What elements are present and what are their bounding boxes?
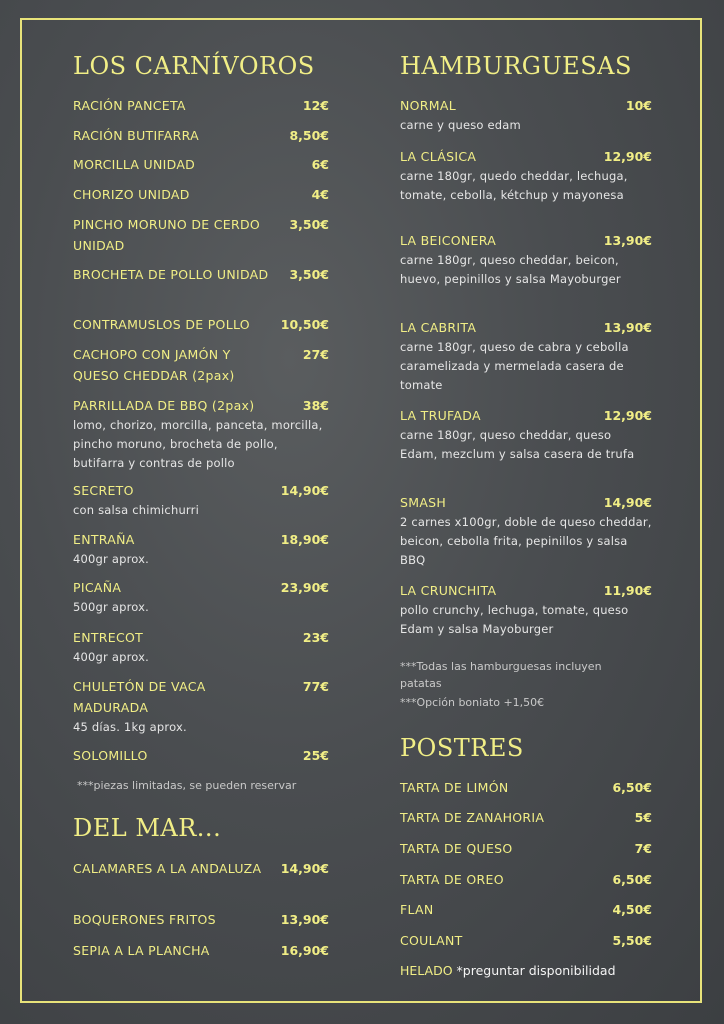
item-price: 38€: [302, 398, 329, 413]
item-description: carne 180gr, quedo cheddar, lechuga, tomate, cebolla, kétchup y mayonesa: [400, 169, 628, 202]
menu-item: [400, 405, 652, 464]
item-name: PICAÑA: [73, 580, 122, 595]
item-name: PINCHO MORUNO DE CERDO UNIDAD: [73, 217, 261, 253]
item-price: 3,50€: [289, 217, 329, 232]
menu-item: [400, 869, 652, 890]
item-price: 23€: [302, 630, 329, 645]
item-description: con salsa chimichurri: [73, 503, 199, 517]
item-name: RACIÓN BUTIFARRA: [73, 128, 199, 143]
note-piezas-limitadas: ***piezas limitadas, se pueden reservar: [77, 779, 297, 792]
item-description: carne 180gr, queso de cabra y cebolla caramelizada y mermelada casera de tomate: [400, 340, 629, 392]
item-price: 13,90€: [603, 233, 652, 248]
menu-item: [400, 838, 652, 859]
menu-item: [73, 314, 329, 335]
item-price: 6€: [311, 157, 329, 172]
item-name: ENTRECOT: [73, 630, 144, 645]
item-name: RACIÓN PANCETA: [73, 98, 186, 113]
item-name: CALAMARES A LA ANDALUZA: [73, 861, 262, 876]
item-description: lomo, chorizo, morcilla, panceta, morcilla, pincho moruno, brocheta de pollo, butifarra y contras de pollo: [73, 418, 323, 470]
item-price: 14,90€: [603, 495, 652, 510]
menu-item: [400, 230, 652, 289]
item-name: NORMAL: [400, 98, 456, 113]
item-name: TARTA DE QUESO: [400, 841, 513, 856]
item-price: 25€: [302, 748, 329, 763]
item-name: BROCHETA DE POLLO UNIDAD: [73, 267, 269, 282]
item-name: LA CRUNCHITA: [400, 583, 497, 598]
item-price: 12,90€: [603, 149, 652, 164]
item-price: 16,90€: [280, 943, 329, 958]
menu-item: [400, 492, 652, 570]
item-name: SEPIA A LA PLANCHA: [73, 943, 210, 958]
item-description: 500gr aprox.: [73, 600, 149, 614]
item-name: LA BEICONERA: [400, 233, 497, 248]
item-name: FLAN: [400, 902, 434, 917]
menu-item: [73, 858, 329, 879]
item-description: 400gr aprox.: [73, 650, 149, 664]
helado-line: [400, 963, 616, 978]
section-title-mar: DEL MAR...: [73, 814, 222, 842]
menu-item: [73, 125, 329, 146]
item-price: 14,90€: [280, 483, 329, 498]
menu-item: [73, 154, 329, 175]
menu-item: [400, 95, 652, 135]
item-description: 2 carnes x100gr, doble de queso cheddar, beicon, cebolla frita, pepinillos y salsa BBQ: [400, 515, 652, 567]
note-patatas: ***Todas las hamburguesas incluyen patatas: [400, 660, 602, 690]
menu-item: [73, 184, 329, 205]
menu-item: [400, 777, 652, 798]
menu-item: [73, 95, 329, 116]
menu-item: [73, 264, 329, 285]
menu-item: [73, 529, 329, 569]
item-price: 4,50€: [612, 902, 652, 917]
item-price: 7€: [634, 841, 652, 856]
item-name: TARTA DE ZANAHORIA: [400, 810, 545, 825]
item-name: TARTA DE LIMÓN: [400, 780, 509, 795]
item-name: LA CABRITA: [400, 320, 477, 335]
item-name: PARRILLADA DE BBQ (2pax): [73, 398, 255, 413]
section-title-hamburguesas: HAMBURGUESAS: [400, 52, 632, 80]
menu-item: [400, 317, 652, 395]
item-price: 27€: [302, 347, 329, 362]
item-name: CHORIZO UNIDAD: [73, 187, 190, 202]
item-price: 13,90€: [280, 912, 329, 927]
item-name: TARTA DE OREO: [400, 872, 504, 887]
menu-item: [73, 214, 329, 256]
helado-note: *preguntar disponibilidad: [452, 963, 616, 978]
helado-label: HELADO: [400, 963, 453, 978]
menu-item: [400, 580, 652, 639]
item-price: 10€: [625, 98, 652, 113]
menu-item: [400, 930, 652, 951]
item-name: BOQUERONES FRITOS: [73, 912, 216, 927]
menu-item: [73, 909, 329, 930]
item-name: CACHOPO CON JAMÓN Y QUESO CHEDDAR (2pax): [73, 347, 235, 383]
item-description: carne 180gr, queso cheddar, queso Edam, mezclum y salsa casera de trufa: [400, 428, 635, 461]
menu-item: [73, 940, 329, 961]
item-price: 14,90€: [280, 861, 329, 876]
item-price: 5,50€: [612, 933, 652, 948]
item-price: 77€: [302, 679, 329, 694]
section-title-postres: POSTRES: [400, 734, 524, 762]
section-title-carnivoros: LOS CARNÍVOROS: [73, 52, 315, 80]
item-description: 400gr aprox.: [73, 552, 149, 566]
menu-item: [73, 627, 329, 667]
item-name: LA TRUFADA: [400, 408, 481, 423]
item-name: SOLOMILLO: [73, 748, 148, 763]
menu-item: [400, 146, 652, 205]
note-boniato: ***Opción boniato +1,50€: [400, 696, 545, 709]
menu-item: [400, 807, 652, 828]
menu-item: [400, 899, 652, 920]
item-price: 6,50€: [612, 872, 652, 887]
item-price: 13,90€: [603, 320, 652, 335]
menu-item: [73, 745, 329, 766]
item-name: MORCILLA UNIDAD: [73, 157, 196, 172]
menu-item: [73, 344, 329, 386]
item-description: carne 180gr, queso cheddar, beicon, huevo, pepinillos y salsa Mayoburger: [400, 253, 621, 286]
item-price: 10,50€: [280, 317, 329, 332]
item-name: SECRETO: [73, 483, 134, 498]
item-description: pollo crunchy, lechuga, tomate, queso Edam y salsa Mayoburger: [400, 603, 629, 636]
item-name: SMASH: [400, 495, 447, 510]
menu-item: [73, 395, 329, 473]
item-price: 18,90€: [280, 532, 329, 547]
menu-item: [73, 577, 329, 617]
item-price: 6,50€: [612, 780, 652, 795]
item-description: carne y queso edam: [400, 118, 521, 132]
item-name: COULANT: [400, 933, 463, 948]
item-price: 12€: [302, 98, 329, 113]
menu-item: [73, 676, 329, 737]
item-price: 23,90€: [280, 580, 329, 595]
item-price: 12,90€: [603, 408, 652, 423]
item-price: 8,50€: [289, 128, 329, 143]
item-name: CONTRAMUSLOS DE POLLO: [73, 317, 250, 332]
item-price: 5€: [634, 810, 652, 825]
item-price: 4€: [311, 187, 329, 202]
item-description: 45 días. 1kg aprox.: [73, 720, 187, 734]
menu-item: [73, 480, 329, 520]
item-name: CHULETÓN DE VACA MADURADA: [73, 679, 206, 715]
item-name: LA CLÁSICA: [400, 149, 477, 164]
item-name: ENTRAÑA: [73, 532, 135, 547]
item-price: 11,90€: [603, 583, 652, 598]
item-price: 3,50€: [289, 267, 329, 282]
